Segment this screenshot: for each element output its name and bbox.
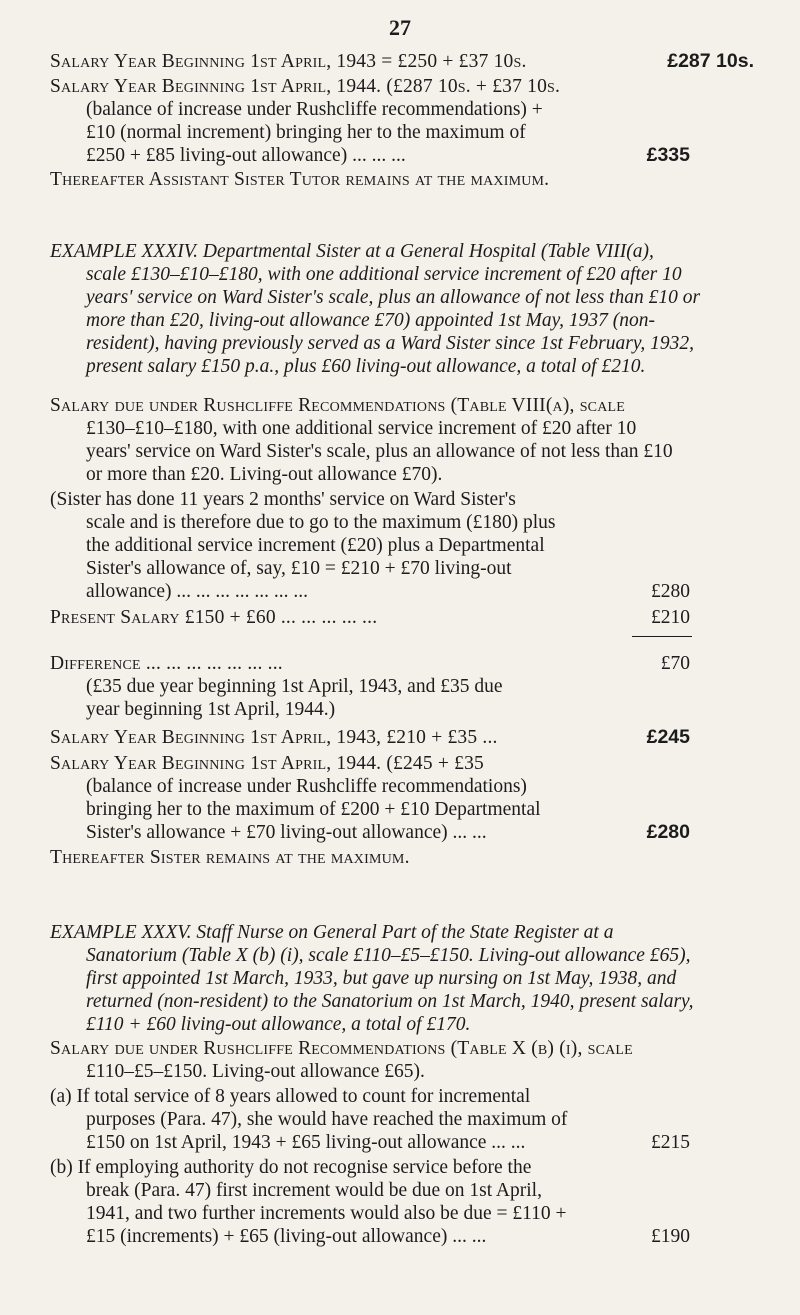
amount-present: £210: [651, 607, 690, 628]
text-line: (£35 due year beginning 1st April, 1943, and £35 due: [86, 676, 503, 697]
text-line: £250 + £85 living-out allowance) ... ... ...: [86, 145, 406, 166]
text-line: more than £20, living-out allowance £70) appointed 1st May, 1937 (non-: [86, 310, 656, 331]
amount-difference: £70: [660, 653, 690, 674]
text-line: £130–£10–£180, with one additional service increment of £20 after 10: [86, 418, 637, 439]
text-line: (a) If total service of 8 years allowed to count for incremental: [50, 1086, 531, 1107]
text-line: purposes (Para. 47), she would have reached the maximum of: [86, 1109, 568, 1130]
text-line: break (Para. 47) first increment would be due on 1st April,: [86, 1180, 542, 1201]
amount-1944: £280: [646, 821, 690, 843]
amount-option-a: £215: [651, 1132, 690, 1153]
text-line: years' service on Ward Sister's scale, plus an allowance of not less than £10 or: [86, 287, 701, 308]
text-line: scale £130–£10–£180, with one additional service increment of £20 after 10: [86, 264, 682, 285]
present-salary-line: Present Salary £150 + £60 ... ... ... ... ...: [50, 607, 378, 628]
text-line: present salary £150 p.a., plus £60 living-out allowance, a total of £210.: [86, 356, 646, 377]
text-line: £150 on 1st April, 1943 + £65 living-out allowance ... ...: [86, 1132, 526, 1153]
text-line: allowance) ... ... ... ... ... ... ...: [86, 581, 309, 602]
text-line: Sister's allowance + £70 living-out allowance) ... ...: [86, 822, 487, 843]
text-line: Sanatorium (Table X (b) (i), scale £110–£5–£150. Living-out allowance £65),: [86, 945, 691, 966]
text-line: years' service on Ward Sister's scale, plus an allowance of not less than £10: [86, 441, 673, 462]
amount-due: £280: [651, 581, 690, 602]
text-line: 1941, and two further increments would also be due = £110 +: [86, 1203, 567, 1224]
text-line: year beginning 1st April, 1944.): [86, 699, 336, 720]
page-number: 27: [389, 15, 411, 40]
text-line: (b) If employing authority do not recognise service before the: [50, 1157, 532, 1178]
amount-option-b: £190: [651, 1226, 690, 1247]
amount-1943: £245: [646, 726, 690, 748]
salary-line-1944: Salary Year Beginning 1st April, 1944. (£245 + £35: [50, 753, 485, 774]
thereafter-line: Thereafter Assistant Sister Tutor remains at the maximum.: [50, 169, 550, 190]
text-line: scale and is therefore due to go to the maximum (£180) plus: [86, 512, 556, 533]
salary-line-1943: Salary Year Beginning 1st April, 1943 = £250 + £37 10s.: [50, 51, 527, 72]
text-line: (balance of increase under Rushcliffe recommendations): [86, 776, 527, 797]
text-line: £110 + £60 living-out allowance, a total of £170.: [86, 1014, 471, 1035]
salary-due-heading: Salary due under Rushcliffe Recommendations (Table X (b) (i), scale: [50, 1038, 633, 1059]
text-line: £110–£5–£150. Living-out allowance £65).: [86, 1061, 425, 1082]
text-line: returned (non-resident) to the Sanatorium on 1st March, 1940, present salary,: [86, 991, 694, 1012]
text-line: (Sister has done 11 years 2 months' service on Ward Sister's: [50, 489, 516, 510]
text-line: £15 (increments) + £65 (living-out allowance) ... ...: [86, 1226, 487, 1247]
text-line: the additional service increment (£20) plus a Departmental: [86, 535, 545, 556]
text-line: (balance of increase under Rushcliffe recommendations) +: [86, 99, 543, 120]
amount-1943: £287 10s.: [667, 50, 754, 72]
example-title: EXAMPLE XXXV. Staff Nurse on General Part of the State Register at a: [50, 922, 614, 943]
salary-due-heading: Salary due under Rushcliffe Recommendations (Table VIII(a), scale: [50, 395, 626, 416]
text-line: bringing her to the maximum of £200 + £10 Departmental: [86, 799, 541, 820]
sum-rule: [632, 636, 692, 637]
text-line: resident), having previously served as a Ward Sister since 1st February, 1932,: [86, 333, 695, 354]
difference-line: Difference ... ... ... ... ... ... ...: [50, 653, 283, 674]
salary-line-1944: Salary Year Beginning 1st April, 1944. (£287 10s. + £37 10s.: [50, 76, 561, 97]
text-line: first appointed 1st March, 1933, but gave up nursing on 1st May, 1938, and: [86, 968, 677, 989]
example-title: EXAMPLE XXXIV. Departmental Sister at a General Hospital (Table VIII(a),: [50, 241, 654, 262]
text-line: £10 (normal increment) bringing her to the maximum of: [86, 122, 526, 143]
thereafter-line: Thereafter Sister remains at the maximum.: [50, 847, 410, 868]
salary-line-1943: Salary Year Beginning 1st April, 1943, £210 + £35 ...: [50, 727, 498, 748]
text-line: Sister's allowance of, say, £10 = £210 + £70 living-out: [86, 558, 512, 579]
amount-1944: £335: [646, 144, 690, 166]
text-line: or more than £20. Living-out allowance £70).: [86, 464, 443, 485]
